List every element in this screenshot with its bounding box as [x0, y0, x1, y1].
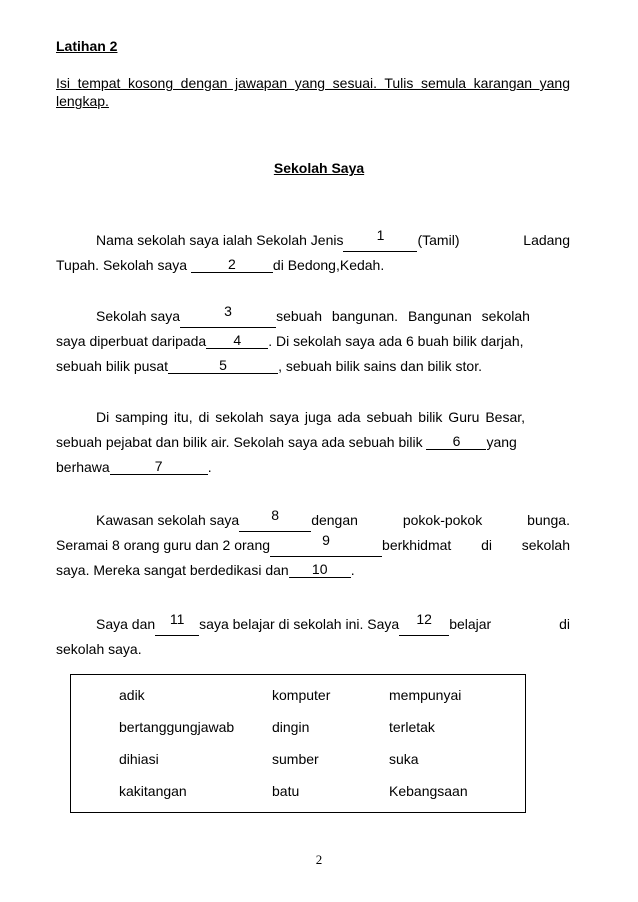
blank-12[interactable]: 12 [399, 611, 449, 636]
paragraph-line [56, 405, 570, 430]
word-bank-row [119, 711, 509, 743]
word-bank-word: komputer [272, 687, 331, 703]
text-segment: Saya dan [96, 616, 156, 632]
text-segment: belajar [449, 616, 492, 632]
word-bank-word: mempunyai [389, 687, 462, 703]
text-segment: pokok-pokok [402, 512, 483, 528]
word-bank-table [119, 679, 509, 807]
paragraph-3 [56, 405, 570, 480]
word-bank-word: terletak [389, 719, 435, 735]
paragraph-2 [56, 304, 570, 379]
blank-8[interactable]: 8 [239, 507, 311, 532]
text-segment: , sebuah bilik sains dan bilik stor. [278, 358, 482, 374]
word-bank-word: dihiasi [119, 751, 159, 767]
word-bank-row [119, 743, 509, 775]
text-segment: di Bedong,Kedah. [272, 257, 385, 273]
word-bank-word: batu [272, 783, 300, 799]
paragraph-5 [56, 612, 570, 662]
word-bank-word: Kebangsaan [389, 783, 468, 799]
blank-9[interactable]: 9 [270, 532, 382, 557]
text-segment: saya. Mereka sangat berdedikasi dan [56, 562, 289, 578]
text-segment: di [559, 616, 570, 632]
paragraph-line [56, 228, 570, 253]
word-bank-word: kakitangan [119, 783, 187, 799]
text-segment: saya belajar di sekolah ini. Saya [199, 616, 400, 632]
word-bank-word: bertanggungjawab [119, 719, 235, 735]
lesson-heading: Latihan 2 [56, 38, 118, 54]
paragraph-4 [56, 508, 570, 583]
text-segment: . [207, 459, 212, 475]
paragraph-line [56, 533, 570, 558]
essay-title [0, 160, 638, 176]
paragraph-line [56, 455, 570, 480]
instruction-text: Isi tempat kosong dengan jawapan yang sesuai. Tulis semula karangan yang lengkap. [56, 75, 570, 109]
text-segment: berkhidmat di sekolah [382, 537, 570, 553]
text-segment: saya diperbuat daripada [56, 333, 207, 349]
word-bank-word: adik [119, 687, 145, 703]
blank-11[interactable]: 11 [155, 611, 199, 636]
paragraph-line [56, 430, 570, 455]
word-bank-word: dingin [272, 719, 310, 735]
paragraph-line [56, 304, 570, 329]
blank-10[interactable]: 10 [289, 561, 351, 578]
text-segment: Ladang [523, 232, 570, 248]
page-number: 2 [315, 852, 323, 867]
text-segment: sebuah bilik pusat [56, 358, 169, 374]
word-bank-word: suka [389, 751, 419, 767]
paragraph-1 [56, 228, 570, 278]
paragraph-line [56, 329, 570, 354]
blank-3[interactable]: 3 [180, 303, 276, 328]
text-segment: sekolah saya. [56, 641, 142, 657]
text-segment: berhawa [56, 459, 110, 475]
blank-4[interactable]: 4 [206, 332, 268, 349]
paragraph-line [56, 637, 570, 662]
text-segment: sebuah pejabat dan bilik air. Sekolah saya ada sebuah bilik [56, 434, 427, 450]
essay-title-text: Sekolah Saya [273, 160, 365, 176]
paragraph-line [56, 508, 570, 533]
text-segment: Seramai 8 orang guru dan 2 orang [56, 537, 271, 553]
text-segment: . [350, 562, 355, 578]
blank-5[interactable]: 5 [168, 357, 278, 374]
text-segment: Nama sekolah saya ialah Sekolah Jenis [96, 232, 344, 248]
word-bank-row [119, 679, 509, 711]
text-segment: . Di sekolah saya ada 6 buah bilik darjah, [268, 333, 524, 349]
paragraph-line [56, 354, 570, 379]
text-segment: yang [486, 434, 517, 450]
blank-6[interactable]: 6 [426, 433, 486, 450]
blank-1[interactable]: 1 [343, 227, 417, 252]
text-segment: Di samping itu, di sekolah saya juga ada sebuah bilik Guru Besar, [96, 409, 526, 425]
word-bank-row [119, 775, 509, 807]
text-segment: bunga. [527, 512, 570, 528]
blank-7[interactable]: 7 [110, 458, 208, 475]
paragraph-line [56, 558, 570, 583]
word-bank-box [70, 674, 526, 813]
paragraph-line [56, 253, 570, 278]
text-segment: Kawasan sekolah saya [96, 512, 240, 528]
text-segment: dengan [311, 512, 358, 528]
blank-2[interactable]: 2 [191, 256, 273, 273]
text-segment: Tupah. Sekolah saya [56, 257, 191, 273]
text-segment: sebuah bangunan. Bangunan sekolah [276, 308, 530, 324]
paragraph-line [56, 612, 570, 637]
text-segment: (Tamil) [417, 232, 460, 248]
text-segment: Sekolah saya [96, 308, 181, 324]
word-bank-word: sumber [272, 751, 319, 767]
